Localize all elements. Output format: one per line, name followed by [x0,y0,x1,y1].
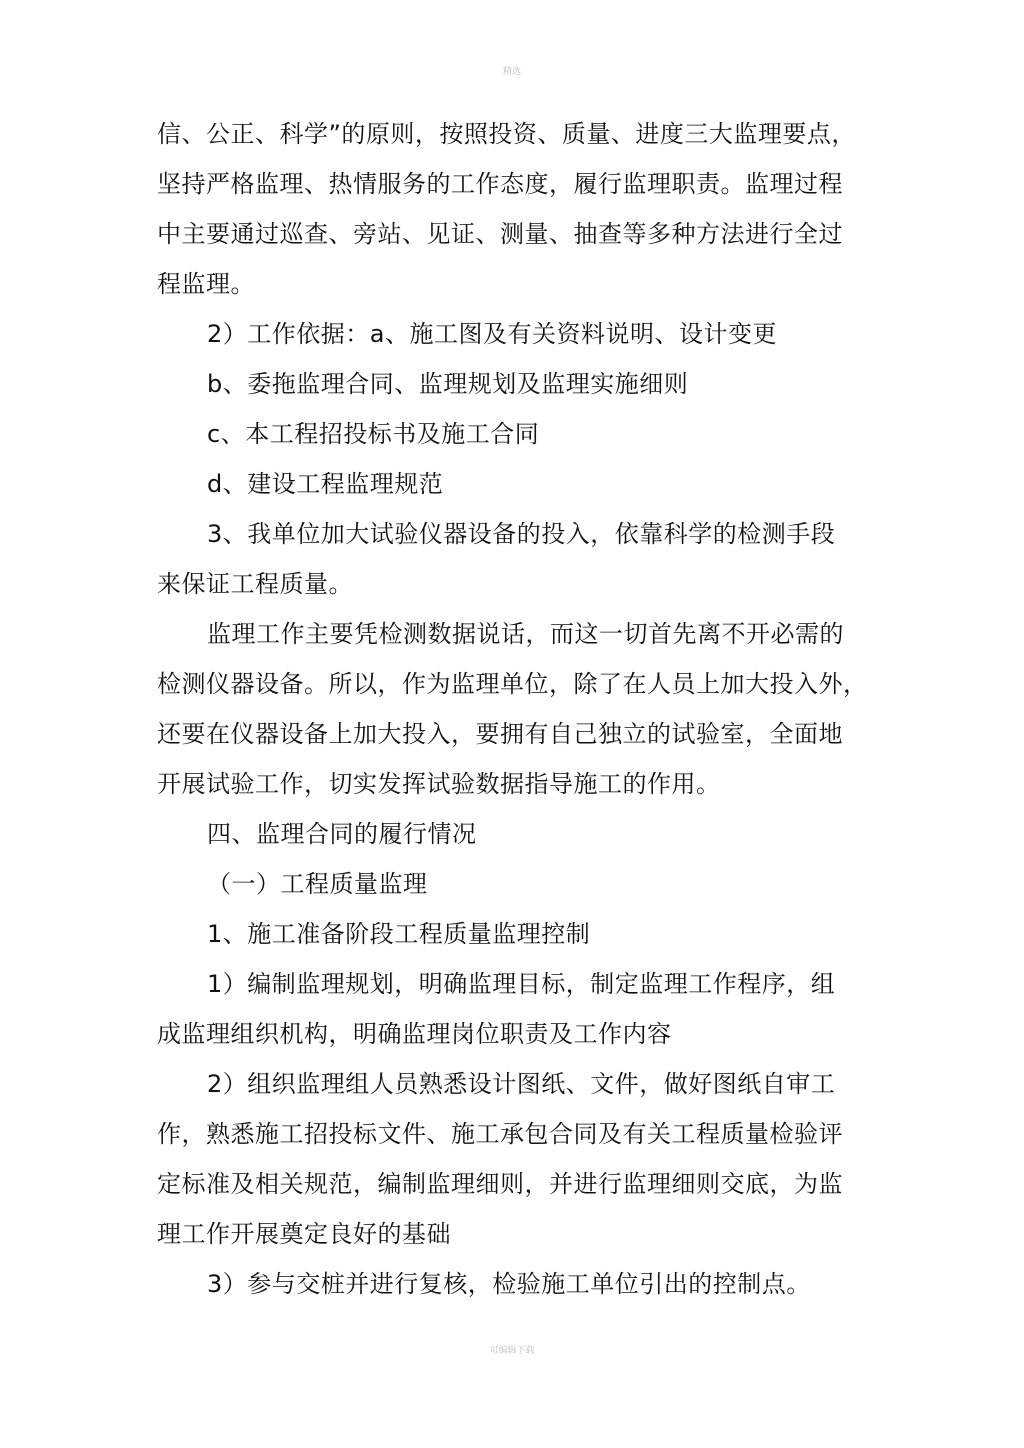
text-line: 开展试验工作，切实发挥试验数据指导施工的作用。 [157,770,721,798]
text-line: 作，熟悉施工招投标文件、施工承包合同及有关工程质量检验评 [157,1120,843,1148]
text-line: 监理工作主要凭检测数据说话，而这一切首先离不开必需的 [207,620,844,648]
text-line: 3）参与交桩并进行复核，检验施工单位引出的控制点。 [207,1270,811,1298]
text-line: c、本工程招投标书及施工合同 [207,420,540,448]
text-line: 还要在仪器设备上加大投入，要拥有自己独立的试验室，全面地 [157,720,843,748]
footer-watermark: 可编辑下载 [489,1346,535,1356]
text-line: 理工作开展奠定良好的基础 [157,1220,451,1248]
text-line: 成监理组织机构，明确监理岗位职责及工作内容 [157,1020,672,1048]
text-line: 坚持严格监理、热情服务的工作态度，履行监理职责。监理过程 [157,170,843,198]
text-line: 来保证工程质量。 [157,570,353,598]
text-line: b、委拖监理合同、监理规划及监理实施细则 [207,370,689,398]
text-line: 检测仪器设备。所以，作为监理单位，除了在人员上加大投入外， [157,670,868,698]
text-line: 定标准及相关规范，编制监理细则，并进行监理细则交底，为监 [157,1170,843,1198]
header-watermark: 精选 [502,67,521,77]
text-line: 程监理。 [157,270,255,298]
text-line: 2）组织监理组人员熟悉设计图纸、文件，做好图纸自审工 [207,1070,836,1098]
text-line: d、建设工程监理规范 [207,470,444,498]
text-line: 2）工作依据：a、施工图及有关资料说明、设计变更 [207,320,777,348]
text-line: （一）工程质量监理 [207,870,428,898]
text-line: 中主要通过巡查、旁站、见证、测量、抽查等多种方法进行全过 [157,220,843,248]
text-line: 3、我单位加大试验仪器设备的投入，依靠科学的检测手段 [207,520,836,548]
document-body [157,109,881,1309]
text-line: 信、公正、科学”的原则，按照投资、质量、进度三大监理要点， [157,120,856,148]
text-line: 1、施工准备阶段工程质量监理控制 [207,920,591,948]
text-line: 1）编制监理规划，明确监理目标，制定监理工作程序，组 [207,970,836,998]
text-line: 四、监理合同的履行情况 [207,820,477,848]
